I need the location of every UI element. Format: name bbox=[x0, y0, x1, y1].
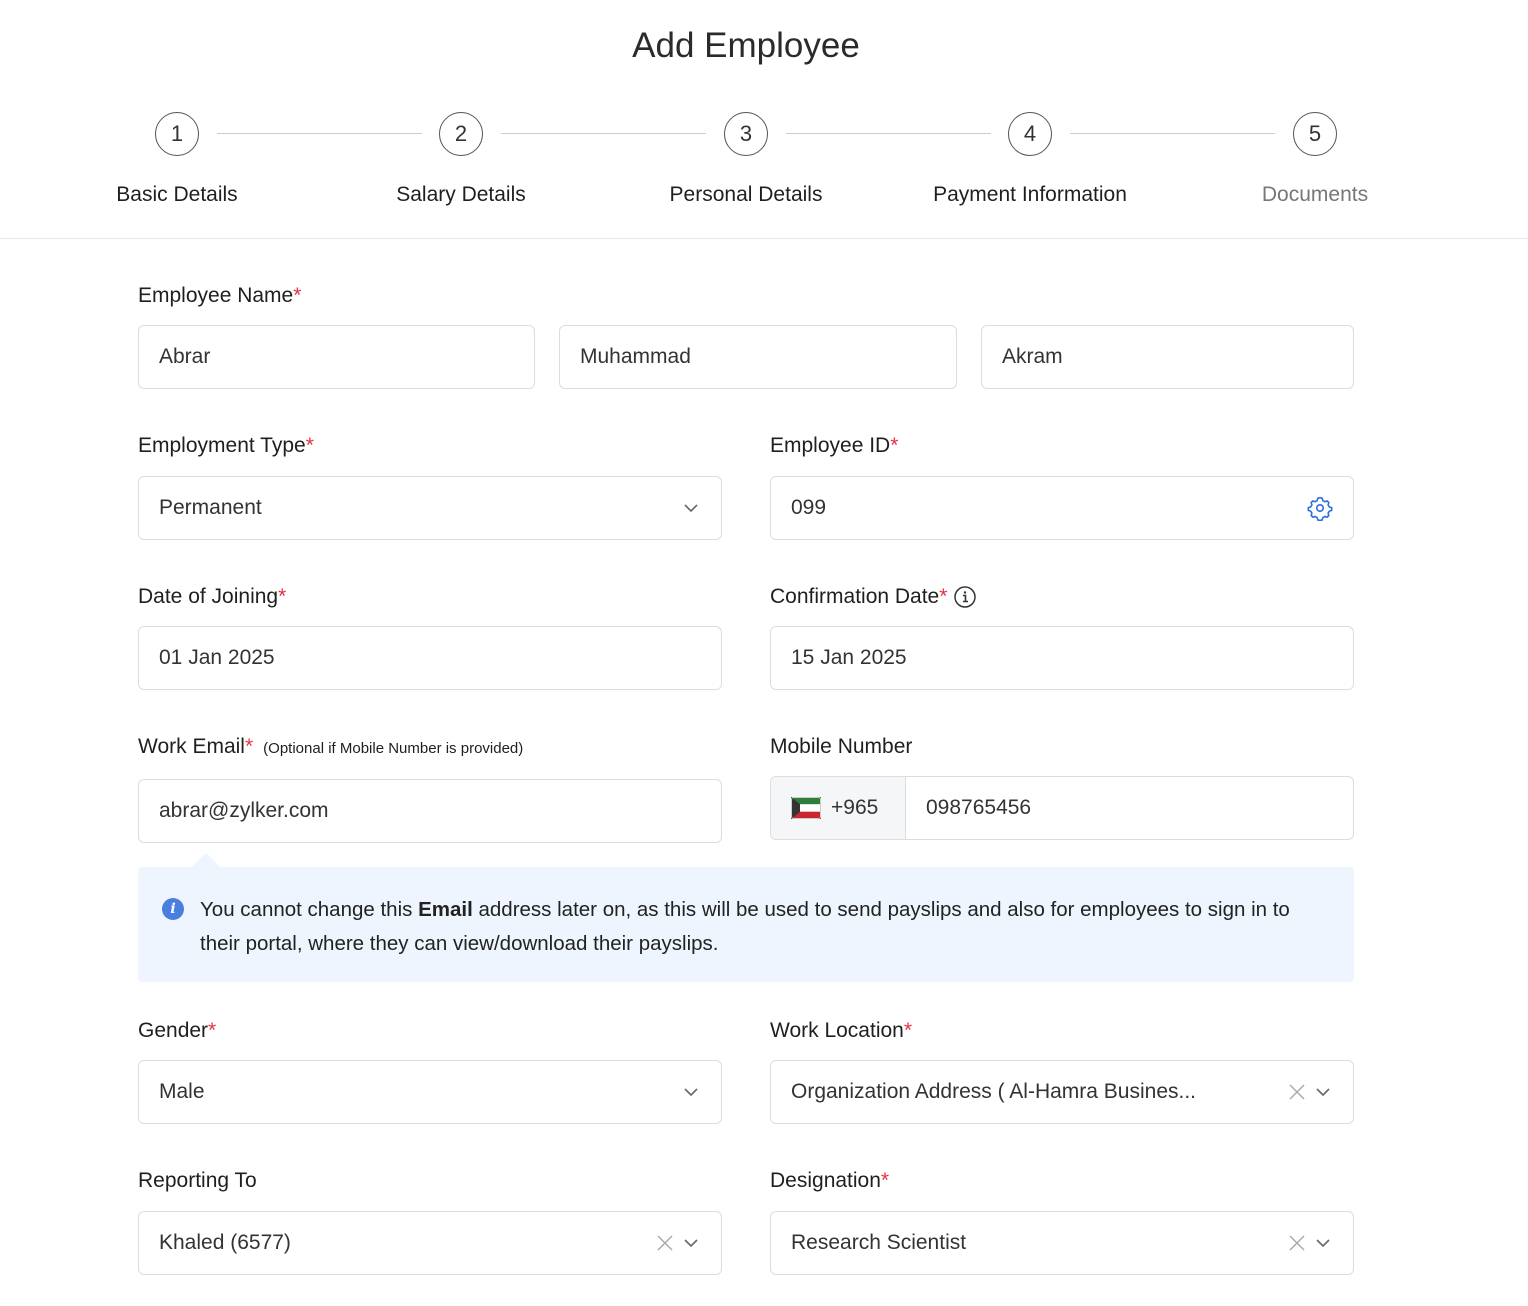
country-code-select[interactable] bbox=[771, 777, 906, 839]
step-4-label[interactable]: Payment Information bbox=[933, 183, 1127, 206]
info-text-bold: Email bbox=[418, 898, 473, 921]
required-mark: * bbox=[890, 434, 899, 457]
input-value: Abrar bbox=[159, 345, 211, 368]
designation-label bbox=[770, 1169, 889, 1193]
step-1-circle[interactable]: 1 bbox=[155, 112, 199, 156]
input-value: Muhammad bbox=[580, 345, 691, 368]
header-divider bbox=[0, 238, 1528, 239]
label-text: Date of Joining bbox=[138, 585, 279, 608]
work-email-input[interactable] bbox=[138, 779, 722, 843]
step-5-circle[interactable]: 5 bbox=[1293, 112, 1337, 156]
required-mark: * bbox=[880, 1169, 890, 1192]
middle-name-input[interactable] bbox=[559, 325, 957, 389]
chevron-down-icon bbox=[1313, 1233, 1333, 1253]
designation-select[interactable] bbox=[770, 1211, 1354, 1275]
step-2-circle[interactable]: 2 bbox=[439, 112, 483, 156]
first-name-input[interactable] bbox=[138, 325, 535, 389]
info-callout-pointer bbox=[192, 853, 220, 867]
chevron-down-icon bbox=[681, 1233, 701, 1253]
required-mark: * bbox=[293, 284, 302, 307]
work-email-note: (Optional if Mobile Number is provided) bbox=[263, 740, 524, 757]
work-email-label bbox=[138, 735, 523, 759]
select-value: Organization Address ( Al-Hamra Busines... bbox=[791, 1080, 1197, 1103]
label-text: Employment Type bbox=[138, 434, 306, 457]
info-icon: i bbox=[162, 898, 184, 920]
label-text: Work Email bbox=[138, 735, 245, 758]
mobile-number-input[interactable]: 098765456 bbox=[926, 796, 1032, 819]
gear-icon[interactable] bbox=[1307, 495, 1333, 521]
select-value: Permanent bbox=[159, 496, 262, 519]
kuwait-flag-icon bbox=[791, 797, 821, 819]
employee-id-label bbox=[770, 434, 898, 458]
required-mark: * bbox=[244, 735, 254, 758]
step-connector bbox=[217, 133, 422, 134]
input-value: 15 Jan 2025 bbox=[791, 646, 907, 669]
required-mark: * bbox=[939, 585, 948, 608]
input-value: 01 Jan 2025 bbox=[159, 646, 275, 669]
step-connector bbox=[786, 133, 991, 134]
chevron-down-icon bbox=[1313, 1082, 1333, 1102]
input-value: 099 bbox=[791, 496, 827, 519]
info-icon[interactable] bbox=[953, 585, 977, 609]
label-text: Gender bbox=[138, 1019, 209, 1042]
confirmation-date-input[interactable] bbox=[770, 626, 1354, 690]
required-mark: * bbox=[278, 585, 287, 608]
clear-icon[interactable] bbox=[1287, 1082, 1307, 1102]
work-location-select[interactable] bbox=[770, 1060, 1354, 1124]
step-3-circle[interactable]: 3 bbox=[724, 112, 768, 156]
step-2-label[interactable]: Salary Details bbox=[396, 183, 526, 206]
employee-name-label bbox=[138, 284, 301, 308]
gender-label bbox=[138, 1019, 216, 1043]
input-value: abrar@zylker.com bbox=[159, 799, 329, 822]
select-value: Research Scientist bbox=[791, 1231, 967, 1254]
date-of-joining-label bbox=[138, 585, 286, 609]
select-value: Male bbox=[159, 1080, 205, 1103]
label-text: Confirmation Date bbox=[770, 585, 940, 608]
select-value: Khaled (6577) bbox=[159, 1231, 291, 1254]
email-info-callout bbox=[138, 867, 1354, 982]
step-3-label[interactable]: Personal Details bbox=[669, 183, 823, 206]
info-text: You cannot change this bbox=[200, 898, 419, 921]
mobile-number-field bbox=[770, 776, 1354, 840]
info-text: address later on, as this will be used to send payslips and also for employees to sign in to their portal, where they can view/download their payslips. bbox=[200, 898, 1290, 955]
chevron-down-icon bbox=[681, 1082, 701, 1102]
step-connector bbox=[501, 133, 706, 134]
confirmation-date-label bbox=[770, 585, 977, 609]
step-connector bbox=[1070, 133, 1275, 134]
label-text: Designation bbox=[770, 1169, 881, 1192]
step-1-label[interactable]: Basic Details bbox=[116, 183, 238, 206]
last-name-input[interactable] bbox=[981, 325, 1354, 389]
reporting-to-label: Reporting To bbox=[138, 1169, 257, 1192]
label-text: Employee ID bbox=[770, 434, 891, 457]
label-text: Work Location bbox=[770, 1019, 904, 1042]
required-mark: * bbox=[208, 1019, 217, 1042]
required-mark: * bbox=[903, 1019, 913, 1042]
work-location-label bbox=[770, 1019, 912, 1043]
chevron-down-icon bbox=[681, 498, 701, 518]
employment-type-label bbox=[138, 434, 314, 458]
input-value: Akram bbox=[1002, 345, 1063, 368]
step-4-circle[interactable]: 4 bbox=[1008, 112, 1052, 156]
required-mark: * bbox=[305, 434, 314, 457]
clear-icon[interactable] bbox=[1287, 1233, 1307, 1253]
reporting-to-select[interactable] bbox=[138, 1211, 722, 1275]
country-code: +965 bbox=[831, 796, 879, 819]
clear-icon[interactable] bbox=[655, 1233, 675, 1253]
date-of-joining-input[interactable] bbox=[138, 626, 722, 690]
page-title: Add Employee bbox=[632, 26, 860, 65]
employee-id-input[interactable] bbox=[770, 476, 1354, 540]
label-text: Employee Name bbox=[138, 284, 294, 307]
gender-select[interactable] bbox=[138, 1060, 722, 1124]
step-5-label[interactable]: Documents bbox=[1261, 183, 1369, 206]
employment-type-select[interactable] bbox=[138, 476, 722, 540]
mobile-number-label: Mobile Number bbox=[770, 735, 913, 758]
